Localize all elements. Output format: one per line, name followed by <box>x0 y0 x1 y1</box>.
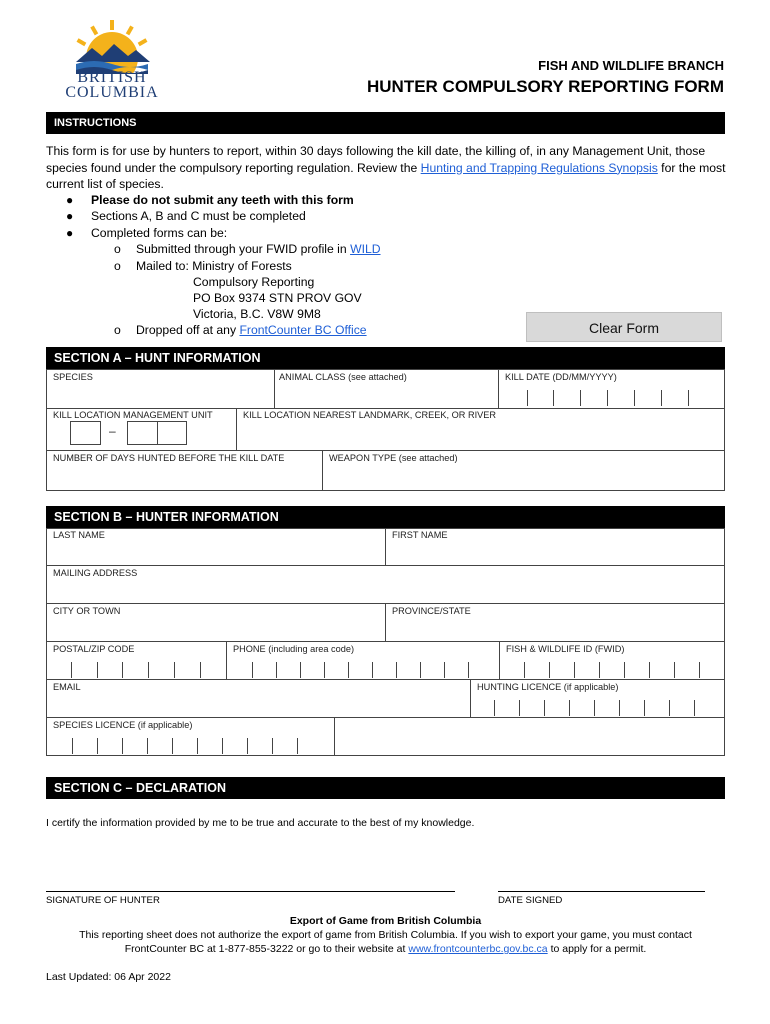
animal-class-label: ANIMAL CLASS (see attached) <box>279 372 407 382</box>
export-title: Export of Game from British Columbia <box>289 915 482 927</box>
digit-divider <box>396 662 397 678</box>
species-licence-blank-cell <box>334 717 725 756</box>
branch-name: FISH AND WILDLIFE BRANCH <box>538 58 724 73</box>
digit-divider <box>519 700 520 716</box>
digit-divider <box>420 662 421 678</box>
digit-divider <box>97 738 98 754</box>
digit-divider <box>197 738 198 754</box>
digit-divider <box>661 390 662 406</box>
bc-logo <box>62 18 162 102</box>
city-label: CITY OR TOWN <box>53 606 121 616</box>
signature-line[interactable] <box>46 891 455 892</box>
digit-divider <box>72 738 73 754</box>
digit-divider <box>122 662 123 678</box>
first-name-label: FIRST NAME <box>392 530 448 540</box>
digit-divider <box>71 662 72 678</box>
wild-text: Submitted through your FWID profile in <box>136 242 351 256</box>
digit-divider <box>688 390 689 406</box>
digit-divider <box>649 662 650 678</box>
digit-divider <box>599 662 600 678</box>
instructions-text-end: for the most current list of species. <box>46 160 726 191</box>
section-a-heading: SECTION A – HUNT INFORMATION <box>46 347 725 369</box>
export-line-2-start: FrontCounter BC at 1-877-855-3222 or go to their website at <box>124 943 409 955</box>
digit-divider <box>494 700 495 716</box>
digit-divider <box>200 662 201 678</box>
digit-divider <box>607 390 608 406</box>
digit-divider <box>252 662 253 678</box>
digit-divider <box>172 738 173 754</box>
days-hunted-label: NUMBER OF DAYS HUNTED BEFORE THE KILL DATE <box>53 453 285 463</box>
instructions-heading: INSTRUCTIONS <box>46 112 725 134</box>
section-c-heading: SECTION C – DECLARATION <box>46 777 725 799</box>
frontcounter-website-link[interactable]: www.frontcounterbc.gov.bc.ca <box>408 943 548 955</box>
species-licence-label: SPECIES LICENCE (if applicable) <box>53 720 193 730</box>
date-signed-label: DATE SIGNED <box>498 895 563 906</box>
bullet-completed-forms: Completed forms can be: <box>91 226 228 240</box>
digit-divider <box>527 390 528 406</box>
date-signed-line[interactable] <box>498 891 705 892</box>
digit-divider <box>300 662 301 678</box>
email-label: EMAIL <box>53 682 81 692</box>
logo-line-2: COLUMBIA <box>65 84 159 101</box>
address-line-1: Compulsory Reporting <box>193 275 315 289</box>
digit-divider <box>97 662 98 678</box>
email-field[interactable] <box>46 679 471 718</box>
clear-form-button[interactable]: Clear Form <box>526 312 722 342</box>
fwid-label: FISH & WILDLIFE ID (FWID) <box>506 644 625 654</box>
digit-divider <box>694 700 695 716</box>
sub-bullet-mailed: Mailed to: Ministry of Forests <box>136 259 292 273</box>
sub-bullet-marker: o <box>114 259 121 273</box>
postal-label: POSTAL/ZIP CODE <box>53 644 135 654</box>
logo-line-1: BRITISH <box>77 69 147 86</box>
digit-divider <box>569 700 570 716</box>
sub-bullet-dropped <box>136 322 367 339</box>
digit-divider <box>272 738 273 754</box>
digit-divider <box>222 738 223 754</box>
last-updated: Last Updated: 06 Apr 2022 <box>46 971 171 983</box>
mailing-address-label: MAILING ADDRESS <box>53 568 138 578</box>
digit-divider <box>147 738 148 754</box>
synopsis-link[interactable]: Hunting and Trapping Regulations Synopsis <box>420 160 658 175</box>
bullet-dot: ● <box>66 226 74 240</box>
digit-divider <box>468 662 469 678</box>
digit-divider <box>674 662 675 678</box>
digit-divider <box>574 662 575 678</box>
mu-region-input[interactable] <box>70 421 101 445</box>
address-line-3: Victoria, B.C. V8W 9M8 <box>193 307 321 321</box>
digit-divider <box>669 700 670 716</box>
address-line-2: PO Box 9374 STN PROV GOV <box>193 291 362 305</box>
digit-divider <box>148 662 149 678</box>
digit-divider <box>553 390 554 406</box>
last-name-label: LAST NAME <box>53 530 105 540</box>
form-title: HUNTER COMPULSORY REPORTING FORM <box>366 77 724 96</box>
digit-divider <box>348 662 349 678</box>
bullet-dot: ● <box>66 193 74 207</box>
dropped-text: Dropped off at any <box>136 323 240 337</box>
instructions-paragraph <box>46 143 726 193</box>
kill-date-label: KILL DATE (DD/MM/YYYY) <box>505 372 617 382</box>
digit-divider <box>699 662 700 678</box>
bullet-no-teeth: Please do not submit any teeth with this form <box>91 193 354 207</box>
phone-label: PHONE (including area code) <box>233 644 355 654</box>
province-label: PROVINCE/STATE <box>392 606 471 616</box>
digit-divider <box>549 662 550 678</box>
export-line-2 <box>46 942 725 956</box>
digit-divider <box>297 738 298 754</box>
bullet-dot: ● <box>66 209 74 223</box>
species-label: SPECIES <box>53 372 93 382</box>
export-line-2-end: to apply for a permit. <box>547 943 647 955</box>
section-b-heading: SECTION B – HUNTER INFORMATION <box>46 506 725 528</box>
declaration-text: I certify the information provided by me to be true and accurate to the best of my knowledge. <box>46 817 475 829</box>
kill-mu-label: KILL LOCATION MANAGEMENT UNIT <box>53 410 213 420</box>
digit-divider <box>247 738 248 754</box>
digit-divider <box>372 662 373 678</box>
digit-divider <box>580 390 581 406</box>
digit-divider <box>122 738 123 754</box>
bullet-sections: Sections A, B and C must be completed <box>91 209 306 223</box>
digit-divider <box>524 662 525 678</box>
bc-logo-icon <box>62 18 162 74</box>
weapon-type-label: WEAPON TYPE (see attached) <box>329 453 458 463</box>
digit-divider <box>619 700 620 716</box>
wild-link[interactable]: WILD <box>350 242 381 256</box>
digit-divider <box>594 700 595 716</box>
instructions-text-start: This form is for use by hunters to report, within 30 days following the kill date, the killing of, in any Management Unit, those species found under the compulsory reporting regulation. Review the <box>46 144 706 175</box>
digit-divider <box>544 700 545 716</box>
digit-divider <box>624 662 625 678</box>
digit-divider <box>444 662 445 678</box>
digit-divider <box>324 662 325 678</box>
digit-divider <box>174 662 175 678</box>
digit-divider <box>634 390 635 406</box>
mailing-address-field[interactable] <box>46 565 725 604</box>
digit-divider <box>157 421 158 445</box>
export-line-1: This reporting sheet does not authorize the export of game from British Columbia. If you wish to export your game, you must contact <box>79 929 692 941</box>
sub-bullet-marker: o <box>114 323 121 337</box>
frontcounter-link[interactable]: FrontCounter BC Office <box>239 323 367 337</box>
digit-divider <box>644 700 645 716</box>
mu-dash: – <box>109 424 116 438</box>
signature-label: SIGNATURE OF HUNTER <box>46 895 160 906</box>
hunting-licence-label: HUNTING LICENCE (if applicable) <box>477 682 619 692</box>
kill-landmark-label: KILL LOCATION NEAREST LANDMARK, CREEK, OR RIVER <box>243 410 497 420</box>
digit-divider <box>276 662 277 678</box>
sub-bullet-wild <box>136 241 381 258</box>
sub-bullet-marker: o <box>114 242 121 256</box>
